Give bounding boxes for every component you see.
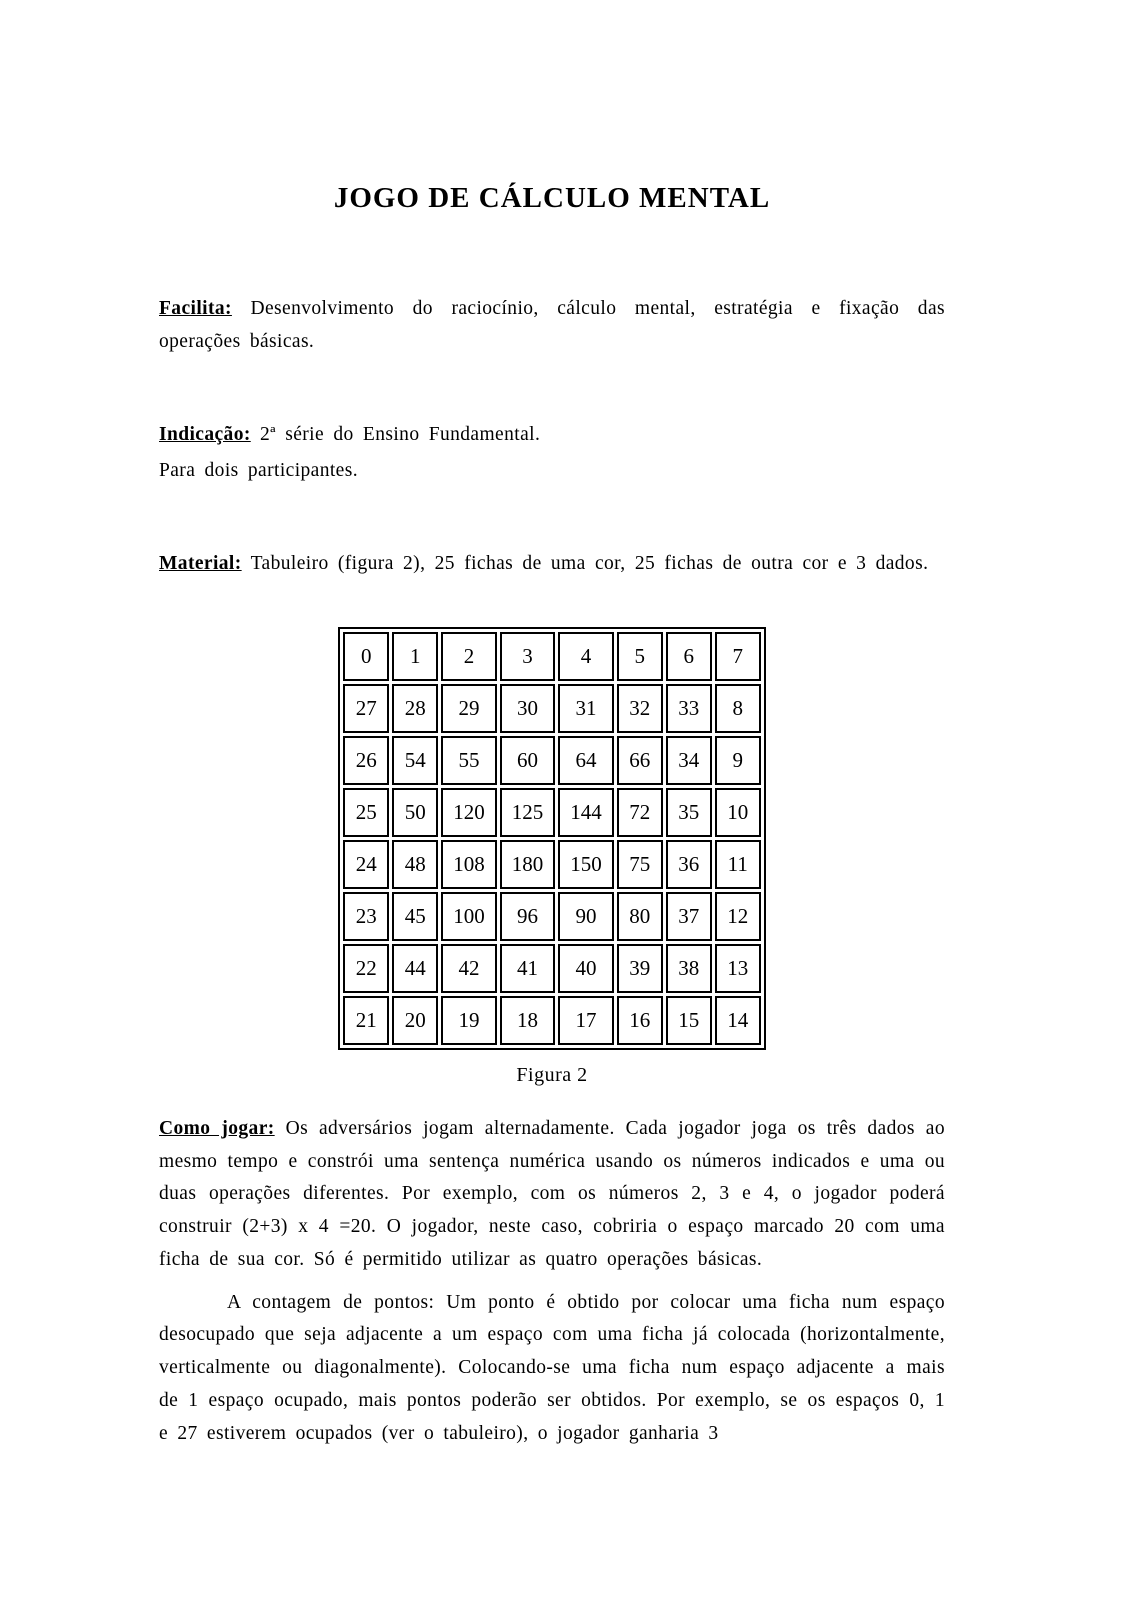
board-cell: 42 <box>441 944 497 993</box>
board-cell: 7 <box>715 632 761 681</box>
paragraph-como-jogar <box>159 1113 945 1277</box>
facilita-label: Facilita: <box>159 298 232 319</box>
facilita-text: Desenvolvimento do raciocínio, cálculo mental, estratégia e fixação das operações básicas. <box>159 298 945 352</box>
board-cell: 45 <box>392 892 438 941</box>
paragraph-indicacao <box>159 419 945 452</box>
board-row <box>343 632 761 681</box>
board-cell: 11 <box>715 840 761 889</box>
board-cell: 24 <box>343 840 389 889</box>
contagem-text: A contagem de pontos: Um ponto é obtido por colocar uma ficha num espaço desocupado que seja adjacente a um espaço com uma ficha já colocada (horizontalmente, verticalmente ou diagonalmente). Colocando-se uma ficha num espaço adjacente a mais de 1 espaço ocupado, mais pontos poderão ser obtidos. Por exemplo, se os espaços 0, 1 e 27 estiverem ocupados (ver o tabuleiro), o jogador ganharia 3 <box>159 1291 945 1444</box>
board-cell: 12 <box>715 892 761 941</box>
board-cell: 120 <box>441 788 497 837</box>
board-cell: 35 <box>666 788 712 837</box>
figure-caption: Figura 2 <box>516 1063 588 1086</box>
board-cell: 125 <box>500 788 556 837</box>
board-cell: 0 <box>343 632 389 681</box>
board-cell: 25 <box>343 788 389 837</box>
board-cell: 39 <box>617 944 663 993</box>
board-cell: 26 <box>343 736 389 785</box>
board-cell: 6 <box>666 632 712 681</box>
paragraph-contagem <box>159 1287 945 1451</box>
board-cell: 150 <box>558 840 614 889</box>
board-cell: 27 <box>343 684 389 733</box>
page-title: JOGO DE CÁLCULO MENTAL <box>333 182 771 214</box>
game-board-figure <box>159 627 945 1050</box>
board-cell: 23 <box>343 892 389 941</box>
indicacao-label: Indicação: <box>159 423 251 445</box>
paragraph-material <box>159 548 945 581</box>
board-cell: 37 <box>666 892 712 941</box>
board-row <box>343 892 761 941</box>
board-cell: 19 <box>441 996 497 1045</box>
board-cell: 44 <box>392 944 438 993</box>
board-cell: 144 <box>558 788 614 837</box>
board-cell: 20 <box>392 996 438 1045</box>
board-cell: 18 <box>500 996 556 1045</box>
board-cell: 80 <box>617 892 663 941</box>
board-cell: 28 <box>392 684 438 733</box>
board-row <box>343 840 761 889</box>
board-cell: 48 <box>392 840 438 889</box>
material-label: Material: <box>159 553 242 574</box>
board-cell: 17 <box>558 996 614 1045</box>
board-table <box>338 627 766 1050</box>
board-cell: 40 <box>558 944 614 993</box>
board-cell: 30 <box>500 684 556 733</box>
board-cell: 180 <box>500 840 556 889</box>
board-cell: 13 <box>715 944 761 993</box>
paragraph-participantes <box>159 455 945 488</box>
como-jogar-text: Os adversários jogam alternadamente. Cada jogador joga os três dados ao mesmo tempo e constrói uma sentença numérica usando os números indicados e uma ou duas operações diferentes. Por exemplo, com os números 2, 3 e 4, o jogador poderá construir (2+3) x 4 =20. O jogador, neste caso, cobriria o espaço marcado 20 com uma ficha de sua cor. Só é permitido utilizar as quatro operações básicas. <box>159 1117 946 1270</box>
board-cell: 32 <box>617 684 663 733</box>
board-cell: 72 <box>617 788 663 837</box>
board-cell: 55 <box>441 736 497 785</box>
board-cell: 3 <box>500 632 556 681</box>
board-cell: 14 <box>715 996 761 1045</box>
board-cell: 8 <box>715 684 761 733</box>
board-cell: 60 <box>500 736 556 785</box>
board-cell: 31 <box>558 684 614 733</box>
board-cell: 1 <box>392 632 438 681</box>
board-cell: 108 <box>441 840 497 889</box>
indicacao-text: 2ª série do Ensino Fundamental. <box>260 423 541 445</box>
como-jogar-label: Como jogar: <box>159 1117 275 1139</box>
board-cell: 16 <box>617 996 663 1045</box>
board-cell: 90 <box>558 892 614 941</box>
board-cell: 38 <box>666 944 712 993</box>
board-cell: 41 <box>500 944 556 993</box>
board-cell: 21 <box>343 996 389 1045</box>
board-cell: 5 <box>617 632 663 681</box>
board-cell: 9 <box>715 736 761 785</box>
board-row <box>343 736 761 785</box>
board-cell: 50 <box>392 788 438 837</box>
board-cell: 2 <box>441 632 497 681</box>
board-row <box>343 996 761 1045</box>
board-cell: 64 <box>558 736 614 785</box>
board-cell: 36 <box>666 840 712 889</box>
board-row <box>343 684 761 733</box>
board-cell: 75 <box>617 840 663 889</box>
board-cell: 54 <box>392 736 438 785</box>
board-cell: 4 <box>558 632 614 681</box>
board-cell: 22 <box>343 944 389 993</box>
participantes-text: Para dois participantes. <box>159 460 359 482</box>
board-row <box>343 788 761 837</box>
board-cell: 96 <box>500 892 556 941</box>
board-cell: 33 <box>666 684 712 733</box>
board-cell: 66 <box>617 736 663 785</box>
paragraph-facilita <box>159 293 945 359</box>
board-cell: 100 <box>441 892 497 941</box>
board-cell: 10 <box>715 788 761 837</box>
board-cell: 34 <box>666 736 712 785</box>
material-text: Tabuleiro (figura 2), 25 fichas de uma cor, 25 fichas de outra cor e 3 dados. <box>250 553 929 574</box>
board-cell: 29 <box>441 684 497 733</box>
board-cell: 15 <box>666 996 712 1045</box>
board-table-body <box>343 632 761 1045</box>
board-row <box>343 944 761 993</box>
